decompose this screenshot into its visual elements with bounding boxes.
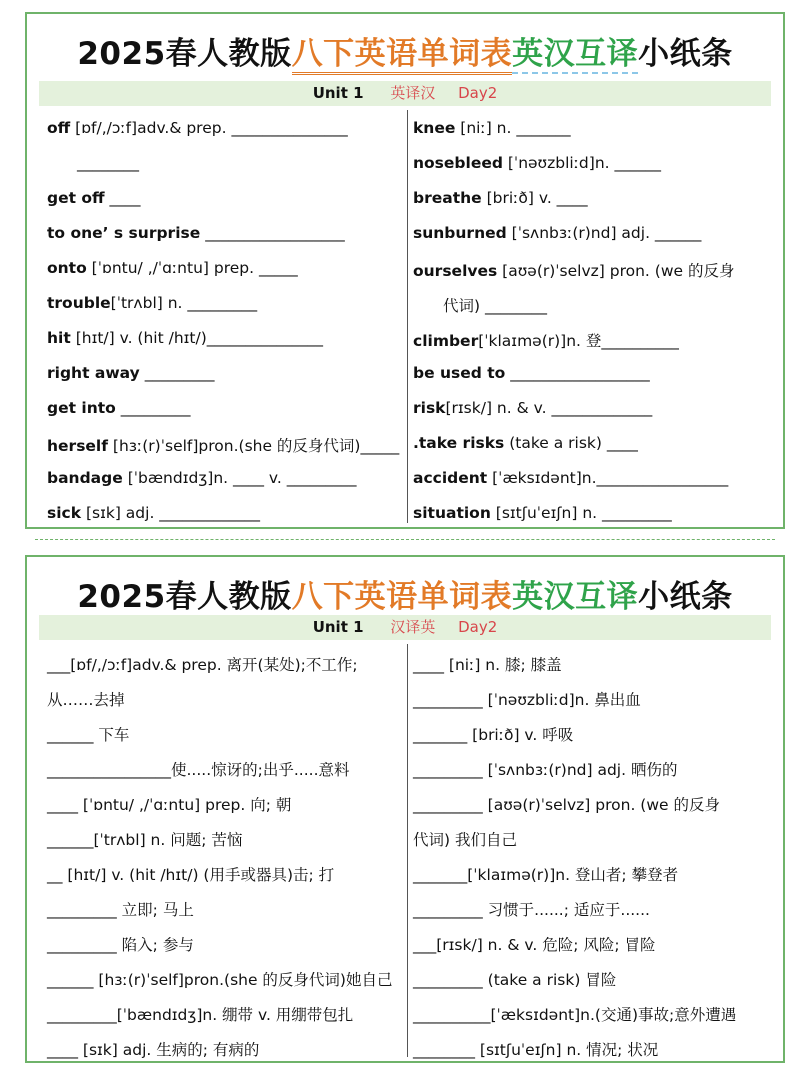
worksheet-zh-to-en bbox=[25, 555, 785, 1063]
vocab-word: off bbox=[47, 119, 71, 137]
vocab-word: .take risks bbox=[413, 434, 505, 452]
vocab-word: ourselves bbox=[413, 262, 498, 280]
vocab-detail: [ˈnəʊzbliːd]n. ______ bbox=[502, 154, 661, 172]
column-divider bbox=[407, 110, 408, 523]
vocab-row: _________ (take a risk) 冒险 bbox=[413, 971, 617, 989]
vocab-detail: [ˈtrʌbl] n. _________ bbox=[110, 294, 258, 312]
vocab-detail: [hɪt/] v. (hit /hɪt/)_______________ bbox=[70, 329, 324, 347]
vocab-row: ___[ɒf/,/ɔːf]adv.& prep. 离开(某处);不工作; bbox=[47, 656, 358, 674]
vocab-row: _________ 陷入; 参与 bbox=[47, 936, 194, 954]
vocab-row: ____ [niː] n. 膝; 膝盖 bbox=[413, 656, 562, 674]
vocab-word: bandage bbox=[47, 469, 123, 487]
vocab-row bbox=[47, 224, 345, 242]
vocab-word: breathe bbox=[413, 189, 482, 207]
vocab-row bbox=[47, 399, 191, 417]
vocab-row: ______ 下车 bbox=[47, 726, 130, 744]
vocab-row bbox=[413, 469, 728, 487]
vocab-row: ___[rɪsk/] n. & v. 危险; 风险; 冒险 bbox=[413, 936, 656, 954]
day-label: Day2 bbox=[458, 84, 498, 102]
vocab-row bbox=[47, 294, 257, 312]
vocab-word: nosebleed bbox=[413, 154, 503, 172]
vocab-row: 代词) 我们自己 bbox=[413, 831, 517, 849]
vocab-row: _______[ˈklaɪmə(r)]n. 登山者; 攀登者 bbox=[413, 866, 679, 884]
vocab-detail: [hɜː(r)ˈself]pron.(she 的反身代词)_____ bbox=[108, 437, 400, 455]
vocab-word: trouble bbox=[47, 294, 111, 312]
vocab-row bbox=[413, 434, 638, 452]
vocab-row: ____ [ˈɒntu/ ,/ˈɑːntu] prep. 向; 朝 bbox=[47, 796, 292, 814]
vocab-row bbox=[413, 154, 661, 172]
column-divider bbox=[407, 644, 408, 1057]
vocab-row bbox=[413, 224, 701, 242]
vocab-word: right away bbox=[47, 364, 140, 382]
vocab-row bbox=[47, 364, 214, 382]
vocab-row bbox=[413, 399, 652, 417]
vocab-word: risk bbox=[413, 399, 446, 417]
mode-label: 英译汉 bbox=[390, 84, 436, 102]
vocab-row bbox=[413, 329, 679, 351]
vocab-detail: __________________ bbox=[200, 224, 345, 242]
vocab-row bbox=[413, 119, 571, 137]
vocab-detail: [ˈæksɪdənt]n._________________ bbox=[487, 469, 729, 487]
title-part-2: 八下英语单词表 bbox=[292, 579, 513, 618]
vocab-detail: [rɪsk/] n. & v. _____________ bbox=[445, 399, 653, 417]
vocab-row: _________ 立即; 马上 bbox=[47, 901, 194, 919]
mode-label: 汉译英 bbox=[390, 618, 436, 636]
vocab-word: get off bbox=[47, 189, 105, 207]
vocab-row: ____ [sɪk] adj. 生病的; 有病的 bbox=[47, 1041, 260, 1059]
worksheet-title bbox=[27, 571, 783, 616]
vocab-detail: [sɪk] adj. _____________ bbox=[81, 504, 261, 522]
vocab-word: situation bbox=[413, 504, 491, 522]
vocab-row: 从……去掉 bbox=[47, 691, 125, 709]
vocab-row: ________ [sɪtʃuˈeɪʃn] n. 情况; 状况 bbox=[413, 1041, 659, 1059]
worksheet-title bbox=[27, 28, 783, 73]
vocab-word: accident bbox=[413, 469, 488, 487]
vocab-detail: [ˈɒntu/ ,/ˈɑːntu] prep. _____ bbox=[86, 259, 298, 277]
vocab-row: ______ [hɜː(r)ˈself]pron.(she 的反身代词)她自己 bbox=[47, 971, 393, 989]
vocab-row: __________[ˈæksɪdənt]n.(交通)事故;意外遭遇 bbox=[413, 1006, 737, 1024]
vocab-row bbox=[413, 189, 588, 207]
vocab-row bbox=[47, 434, 399, 456]
vocab-detail: _________ bbox=[139, 364, 215, 382]
vocab-row bbox=[413, 259, 734, 281]
vocab-row: _________ [ˈsʌnbɜː(r)nd] adj. 晒伤的 bbox=[413, 761, 678, 779]
unit-bar bbox=[39, 81, 771, 106]
day-label: Day2 bbox=[458, 618, 498, 636]
vocab-detail: ____ bbox=[104, 189, 141, 207]
title-part-1: 2025春人教版 bbox=[77, 36, 292, 72]
vocab-detail: __________________ bbox=[505, 364, 650, 382]
vocab-detail: [ɒf/,/ɔːf]adv.& prep. _______________ bbox=[70, 119, 348, 137]
vocab-row bbox=[47, 504, 260, 522]
vocab-row: ________________使.....惊讶的;出乎.....意料 bbox=[47, 761, 350, 779]
vocab-row: _______ [briːð] v. 呼吸 bbox=[413, 726, 574, 744]
vocab-detail: [ˈsʌnbɜː(r)nd] adj. ______ bbox=[506, 224, 702, 242]
worksheet-en-to-zh bbox=[25, 12, 785, 529]
vocab-word: herself bbox=[47, 437, 108, 455]
vocab-detail: 代词) ________ bbox=[443, 297, 547, 315]
vocab-row: _________ [ˈnəʊzbliːd]n. 鼻出血 bbox=[413, 691, 641, 709]
vocab-row bbox=[47, 469, 357, 487]
vocab-word: climber bbox=[413, 332, 479, 350]
vocab-detail: ________ bbox=[77, 154, 139, 172]
title-part-4: 小纸条 bbox=[638, 36, 733, 72]
vocab-word: to one’ s surprise bbox=[47, 224, 201, 242]
vocab-detail: _________ bbox=[115, 399, 191, 417]
title-part-3: 英汉互译 bbox=[512, 579, 639, 615]
vocab-word: knee bbox=[413, 119, 456, 137]
unit-label: Unit 1 bbox=[312, 618, 364, 636]
title-part-3: 英汉互译 bbox=[512, 36, 639, 72]
vocab-row bbox=[413, 294, 547, 316]
vocab-row: _________[ˈbændɪdʒ]n. 绷带 v. 用绷带包扎 bbox=[47, 1006, 354, 1024]
title-part-1: 2025春人教版 bbox=[77, 579, 292, 615]
vocab-row bbox=[413, 364, 650, 382]
vocab-row bbox=[47, 189, 141, 207]
unit-bar bbox=[39, 615, 771, 640]
title-part-4: 小纸条 bbox=[638, 579, 733, 615]
vocab-row: __ [hɪt/] v. (hit /hɪt/) (用手或器具)击; 打 bbox=[47, 866, 335, 884]
vocab-detail: (take a risk) ____ bbox=[504, 434, 638, 452]
vocab-word: get into bbox=[47, 399, 116, 417]
vocab-detail: [niː] n. _______ bbox=[455, 119, 571, 137]
vocab-word: sick bbox=[47, 504, 82, 522]
vocab-word: hit bbox=[47, 329, 71, 347]
vocab-row bbox=[47, 119, 348, 137]
vocab-detail: [ˈbændɪdʒ]n. ____ v. _________ bbox=[122, 469, 357, 487]
vocab-row bbox=[413, 504, 672, 522]
vocab-row bbox=[47, 154, 139, 172]
vocab-row: _________ [aʊə(r)ˈselvz] pron. (we 的反身 bbox=[413, 796, 720, 814]
vocab-row: ______[ˈtrʌbl] n. 问题; 苦恼 bbox=[47, 831, 243, 849]
vocab-detail: [ˈklaɪmə(r)]n. 登__________ bbox=[478, 332, 679, 350]
vocab-word: sunburned bbox=[413, 224, 507, 242]
vocab-detail: [aʊə(r)ˈselvz] pron. (we 的反身 bbox=[497, 262, 735, 280]
vocab-detail: [sɪtʃuˈeɪʃn] n. _________ bbox=[490, 504, 672, 522]
unit-label: Unit 1 bbox=[312, 84, 364, 102]
vocab-row bbox=[47, 259, 298, 277]
vocab-row bbox=[47, 329, 323, 347]
vocab-word: be used to bbox=[413, 364, 506, 382]
vocab-word: onto bbox=[47, 259, 87, 277]
cut-line bbox=[35, 539, 775, 540]
vocab-detail: [briːð] v. ____ bbox=[481, 189, 588, 207]
title-part-2: 八下英语单词表 bbox=[292, 36, 513, 75]
vocab-row: _________ 习惯于......; 适应于...... bbox=[413, 901, 650, 919]
